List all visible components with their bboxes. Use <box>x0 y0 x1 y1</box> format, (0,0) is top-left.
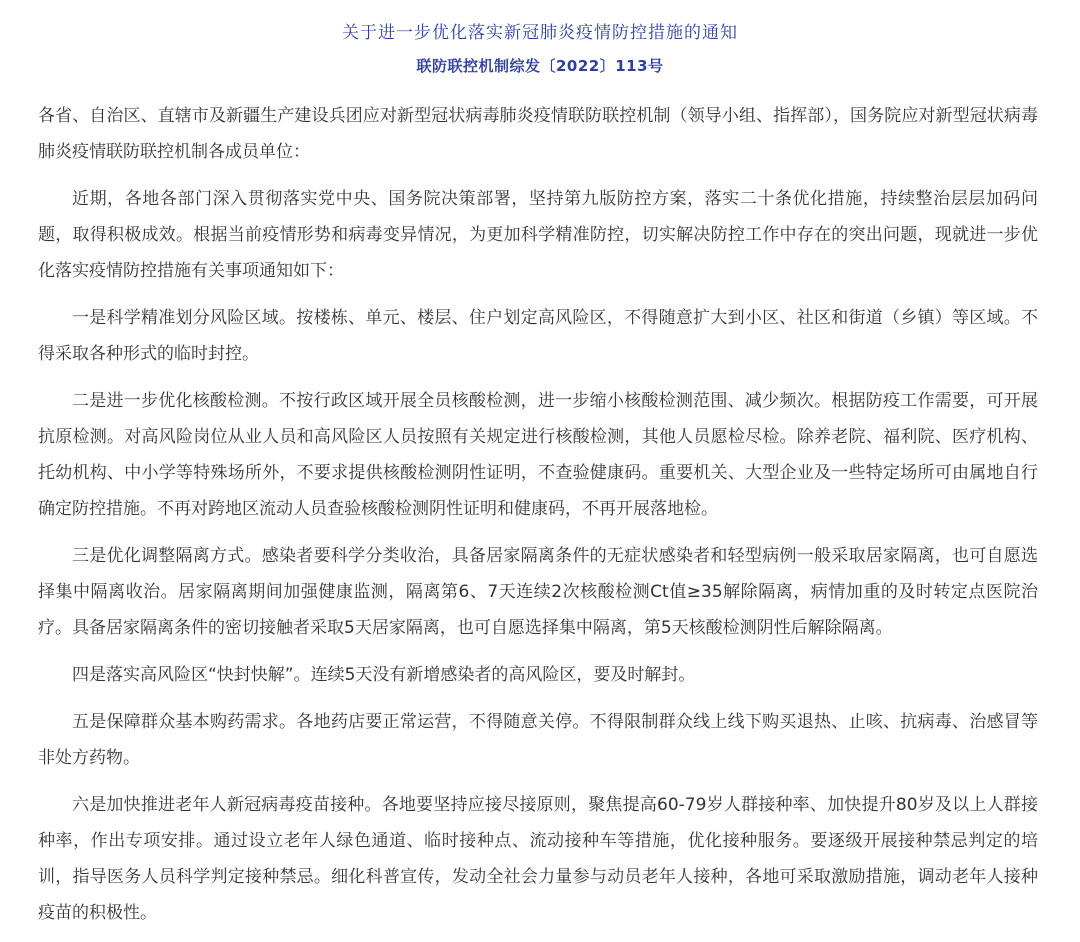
measure-paragraph-4: 四是落实高风险区“快封快解”。连续5天没有新增感染者的高风险区，要及时解封。 <box>72 665 696 685</box>
measure-paragraph-5: 五是保障群众基本购药需求。各地药店要正常运营，不得随意关停。不得限制群众线上线下购买退热、止咳、抗病毒、治感冒等非处方药物。 <box>38 712 1038 768</box>
measure-paragraph-2: 二是进一步优化核酸检测。不按行政区域开展全员核酸检测，进一步缩小核酸检测范围、减少频次。根据防疫工作需要，可开展抗原检测。对高风险岗位从业人员和高风险区人员按照有关规定进行核酸检测，其他人员愿检尽检。除养老院、福利院、医疗机构、托幼机构、中小学等特殊场所外，不要求提供核酸检测阴性证明，不查验健康码。重要机关、大型企业及一些特定场所可由属地自行确定防控措施。不再对跨地区流动人员查验核酸检测阴性证明和健康码，不再开展落地检。 <box>38 391 1038 519</box>
addressee-paragraph: 各省、自治区、直辖市及新疆生产建设兵团应对新型冠状病毒肺炎疫情联防联控机制（领导小组、指挥部），国务院应对新型冠状病毒肺炎疫情联防联控机制各成员单位： <box>38 106 1038 162</box>
measure-paragraph-3: 三是优化调整隔离方式。感染者要科学分类收治，具备居家隔离条件的无症状感染者和轻型病例一般采取居家隔离，也可自愿选择集中隔离收治。居家隔离期间加强健康监测，隔离第6、7天连续2次核酸检测Ct值≥35解除隔离，病情加重的及时转定点医院治疗。具备居家隔离条件的密切接触者采取5天居家隔离，也可自愿选择集中隔离，第5天核酸检测阴性后解除隔离。 <box>38 546 1038 638</box>
intro-paragraph: 近期，各地各部门深入贯彻落实党中央、国务院决策部署，坚持第九版防控方案，落实二十条优化措施，持续整治层层加码问题，取得积极成效。根据当前疫情形势和病毒变异情况，为更加科学精准防控，切实解决防控工作中存在的突出问题，现就进一步优化落实疫情防控措施有关事项通知如下： <box>38 189 1038 281</box>
measure-paragraph-1: 一是科学精准划分风险区域。按楼栋、单元、楼层、住户划定高风险区，不得随意扩大到小区、社区和街道（乡镇）等区域。不得采取各种形式的临时封控。 <box>38 308 1038 364</box>
document-title: 关于进一步优化落实新冠肺炎疫情防控措施的通知 <box>342 23 738 43</box>
document-number: 联防联控机制综发〔2022〕113号 <box>416 57 664 75</box>
measure-paragraph-6: 六是加快推进老年人新冠病毒疫苗接种。各地要坚持应接尽接原则，聚焦提高60-79岁人群接种率、加快提升80岁及以上人群接种率，作出专项安排。通过设立老年人绿色通道、临时接种点、流动接种车等措施，优化接种服务。要逐级开展接种禁忌判定的培训，指导医务人员科学判定接种禁忌。细化科普宣传，发动全社会力量参与动员老年人接种，各地可采取激励措施，调动老年人接种疫苗的积极性。 <box>38 795 1038 923</box>
document-body <box>38 98 1038 942</box>
